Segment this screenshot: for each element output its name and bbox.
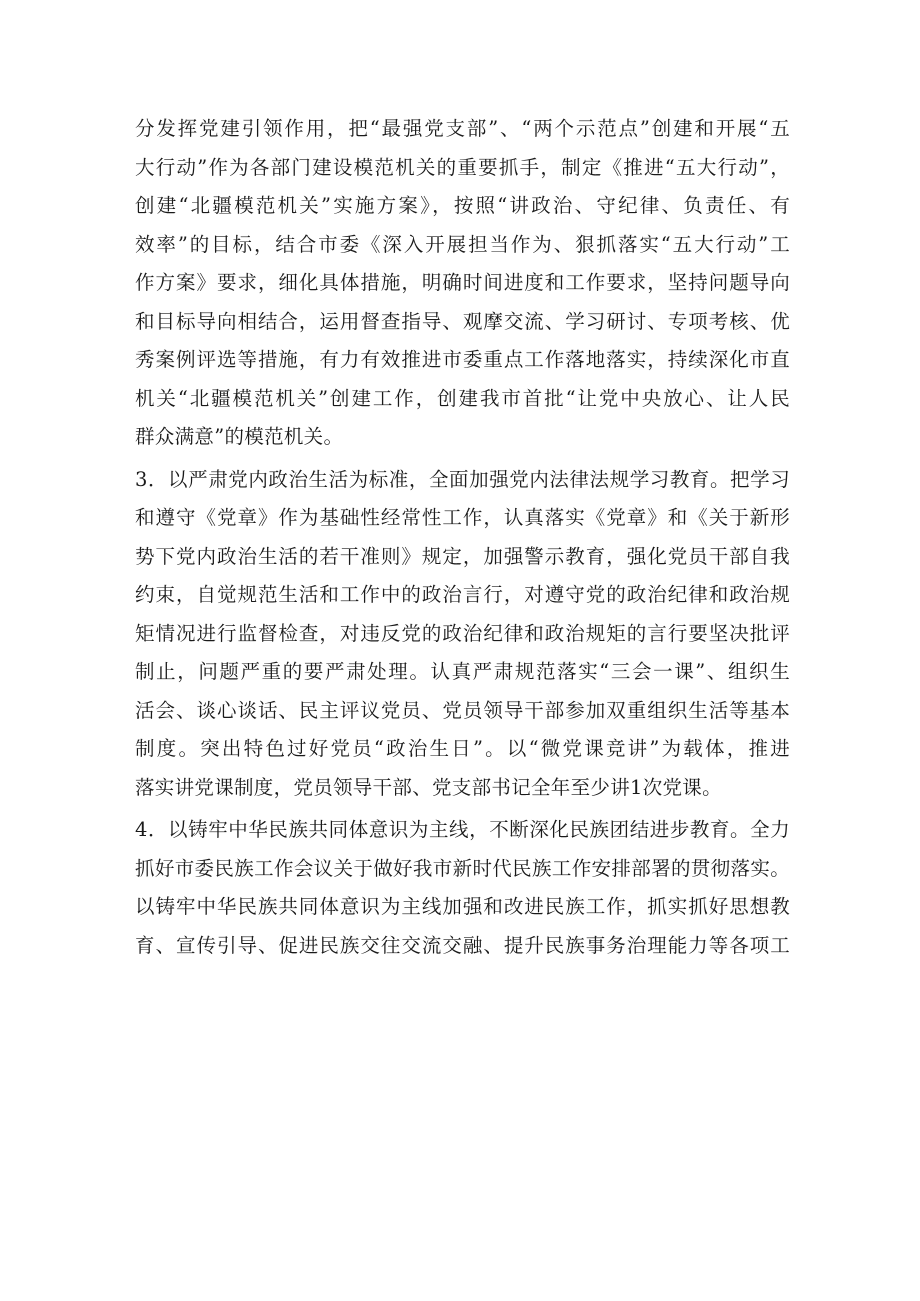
document-body xyxy=(135,110,790,965)
text-line: 势下党内政治生活的若干准则》规定，加强警示教育，强化党员干部自我 xyxy=(135,544,790,568)
paragraph-3-party-political-life xyxy=(135,461,790,808)
text-line: 约束，自觉规范生活和工作中的政治言行，对遵守党的政治纪律和政治规 xyxy=(135,583,790,606)
text-line: 活会、谈心谈话、民主评议党员、党员领导干部参加双重组织生活等基本 xyxy=(135,698,790,722)
text-line: 机关“北疆模范机关”创建工作，创建我市首批“让党中央放心、让人民 xyxy=(135,386,790,410)
paragraph-4-ethnic-unity xyxy=(135,811,790,965)
text-line: 秀案例评选等措施，有力有效推进市委重点工作落地落实，持续深化市直 xyxy=(135,348,790,371)
text-line: 以铸牢中华民族共同体意识为主线加强和改进民族工作，抓实抓好思想教 xyxy=(135,895,790,918)
paragraph-model-organ-building xyxy=(135,110,790,457)
text-line: 群众满意”的模范机关。 xyxy=(135,425,344,448)
text-line: 3．以严肃党内政治生活为标准，全面加强党内法律法规学习教育。把学习 xyxy=(135,467,790,491)
text-line: 育、宣传引导、促进民族交往交流交融、提升民族事务治理能力等各项工 xyxy=(135,933,790,957)
text-line: 和目标导向相结合，运用督查指导、观摩交流、学习研讨、专项考核、优 xyxy=(135,309,790,333)
text-line: 作方案》要求，细化具体措施，明确时间进度和工作要求，坚持问题导向 xyxy=(135,271,790,294)
text-line: 大行动”作为各部门建设模范机关的重要抓手，制定《推进“五大行动”， xyxy=(135,155,790,179)
text-line: 制度。突出特色过好党员“政治生日”。以“微党课竞讲”为载体，推进 xyxy=(135,737,790,760)
text-line: 效率”的目标，结合市委《深入开展担当作为、狠抓落实“五大行动”工 xyxy=(135,232,790,256)
text-line: 抓好市委民族工作会议关于做好我市新时代民族工作安排部署的贯彻落实。 xyxy=(135,856,790,880)
text-line: 矩情况进行监督检查，对违反党的政治纪律和政治规矩的言行要坚决批评 xyxy=(135,621,790,645)
text-line: 和遵守《党章》作为基础性经常性工作，认真落实《党章》和《关于新形 xyxy=(135,506,790,529)
text-line: 落实讲党课制度，党员领导干部、党支部书记全年至少讲1次党课。 xyxy=(135,775,722,799)
text-line: 制止，问题严重的要严肃处理。认真严肃规范落实“三会一课”、组织生 xyxy=(135,660,790,683)
text-line: 4．以铸牢中华民族共同体意识为主线，不断深化民族团结进步教育。全力 xyxy=(135,818,790,841)
text-line: 创建“北疆模范机关”实施方案》，按照“讲政治、守纪律、负责任、有 xyxy=(135,194,790,217)
text-line: 分发挥党建引领作用，把“最强党支部”、“两个示范点”创建和开展“五 xyxy=(135,117,790,140)
